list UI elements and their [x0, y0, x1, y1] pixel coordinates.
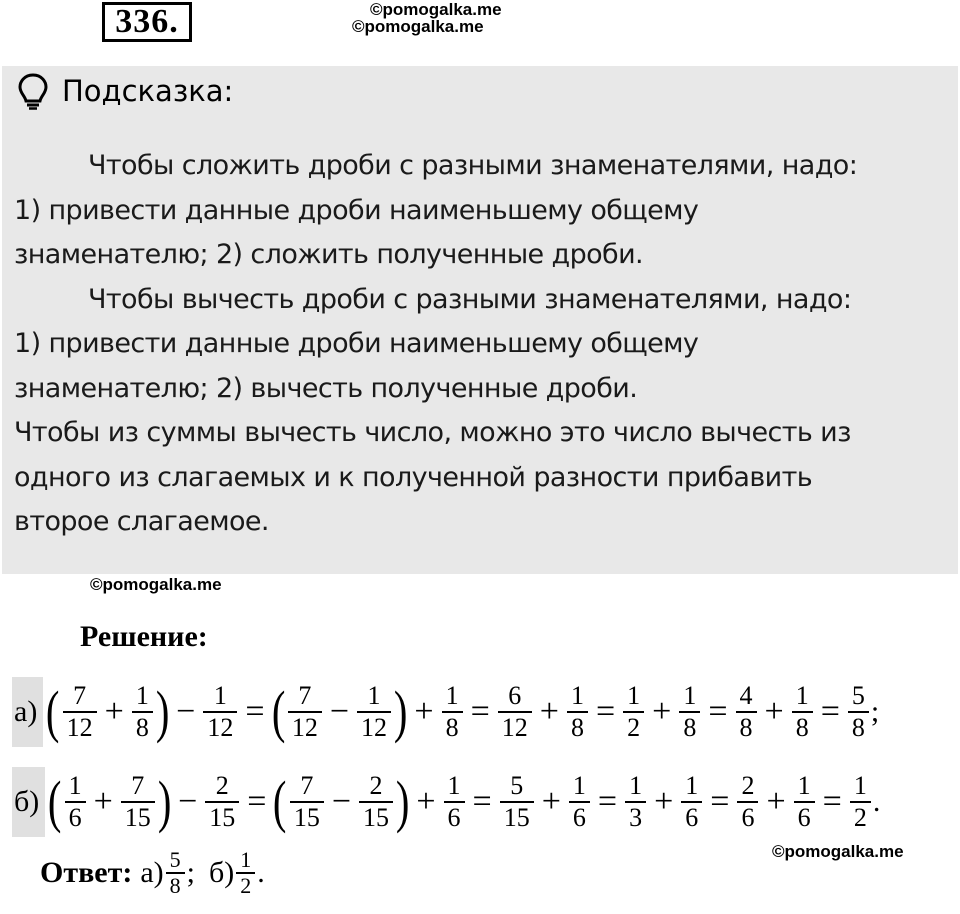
answer-separator: ; — [186, 856, 195, 889]
fraction: $\frac{1}{2}$ — [850, 771, 871, 833]
close-paren: ) — [395, 769, 410, 834]
row-label: б) — [12, 767, 45, 837]
answer-a-fraction: $\frac{5}{8}$ — [166, 848, 185, 898]
fraction: $\frac{6}{12}$ — [498, 681, 532, 743]
answer-b-fraction: $\frac{1}{2}$ — [236, 848, 255, 898]
close-paren: ) — [393, 679, 408, 744]
fraction: $\frac{5}{8}$ — [848, 681, 869, 743]
problem-number: 336. — [102, 2, 192, 42]
fraction: $\frac{1}{8}$ — [567, 681, 588, 743]
fraction: $\frac{1}{12}$ — [203, 681, 237, 743]
watermark: ©pomogalka.me — [370, 0, 502, 19]
fraction: $\frac{2}{15}$ — [205, 771, 239, 833]
hint-title: Подсказка: — [62, 74, 234, 108]
fraction: $\frac{1}{6}$ — [569, 771, 590, 833]
fraction: $\frac{5}{15}$ — [500, 771, 534, 833]
hint-line: Чтобы сложить дроби с разными знаменателями, надо: — [88, 150, 858, 181]
fraction: $\frac{2}{6}$ — [737, 771, 758, 833]
hint-line: знаменателю; 2) сложить полученные дроби. — [14, 239, 644, 270]
watermark: ©pomogalka.me — [352, 17, 484, 36]
hint-line: 1) привести данные дроби наименьшему общему — [14, 328, 699, 359]
row-end: ; — [870, 695, 880, 728]
hint-header — [16, 72, 233, 110]
answer-a-label: а) — [140, 856, 164, 889]
fraction: $\frac{1}{6}$ — [794, 771, 815, 833]
row-end: . — [872, 785, 881, 818]
fraction: $\frac{1}{8}$ — [132, 681, 153, 743]
answer-b-label: б) — [208, 856, 235, 889]
hint-line: 1) привести данные дроби наименьшему общему — [14, 194, 699, 226]
watermark: ©pomogalka.me — [772, 842, 904, 861]
row-label: а) — [12, 677, 43, 747]
close-paren: ) — [155, 679, 170, 744]
equation-row-b: б) ( $\frac{1}{6}$ + $\frac{7}{15}$ ) − $\frac{2}{15}$ = ( $\frac{7}{15}$ − $\frac{2}{15}$ ) + $\frac{1}{6}$ = $\frac{5}{15}$ + $\frac{1}{6}$ = $\frac{1}{3}$ + $\frac{1}{6}$ = $\frac{2}{6}$ + $\frac{1}{6}$ = $\frac{1}{2}$ . — [12, 762, 880, 842]
fraction: $\frac{2}{15}$ — [359, 771, 393, 833]
fraction: $\frac{7}{12}$ — [288, 681, 322, 743]
equation-row-a: а) ( $\frac{7}{12}$ + $\frac{1}{8}$ ) − $\frac{1}{12}$ = ( $\frac{7}{12}$ − $\frac{1}{12}$ ) + $\frac{1}{8}$ = $\frac{6}{12}$ + $\frac{1}{8}$ = $\frac{1}{2}$ + $\frac{1}{8}$ = $\frac{4}{8}$ + $\frac{1}{8}$ = $\frac{5}{8}$ ; — [12, 672, 879, 752]
watermark: ©pomogalka.me — [90, 575, 222, 594]
fraction: $\frac{4}{8}$ — [736, 681, 757, 743]
fraction: $\frac{1}{12}$ — [357, 681, 391, 743]
answer-end: . — [257, 856, 265, 889]
hint-line: одного из слагаемых и к полученной разности прибавить — [14, 461, 813, 493]
answer-label: Ответ: — [40, 856, 133, 889]
hint-line: Чтобы из суммы вычесть число, можно это число вычесть из — [14, 417, 851, 448]
fraction: $\frac{1}{8}$ — [792, 681, 813, 743]
fraction: $\frac{1}{8}$ — [442, 681, 463, 743]
fraction: $\frac{1}{2}$ — [623, 681, 644, 743]
open-paren: ( — [273, 769, 287, 834]
answer — [40, 848, 265, 898]
close-paren: ) — [157, 769, 172, 834]
hint-text — [14, 144, 944, 545]
fraction: $\frac{7}{15}$ — [121, 771, 155, 833]
solution-title: Решение: — [80, 620, 208, 653]
fraction: $\frac{1}{6}$ — [444, 771, 465, 833]
open-paren: ( — [46, 679, 60, 744]
fraction: $\frac{1}{6}$ — [681, 771, 702, 833]
open-paren: ( — [271, 679, 285, 744]
lightbulb-icon — [16, 72, 50, 110]
hint-line: Чтобы вычесть дроби с разными знаменателями, надо: — [88, 283, 852, 315]
fraction: $\frac{1}{8}$ — [679, 681, 700, 743]
fraction: $\frac{7}{15}$ — [290, 771, 324, 833]
hint-line: второе слагаемое. — [14, 506, 269, 537]
fraction: $\frac{7}{12}$ — [63, 681, 97, 743]
fraction: $\frac{1}{3}$ — [625, 771, 646, 833]
fraction: $\frac{1}{6}$ — [65, 771, 86, 833]
open-paren: ( — [48, 769, 62, 834]
hint-line: знаменателю; 2) вычесть полученные дроби. — [14, 372, 638, 404]
